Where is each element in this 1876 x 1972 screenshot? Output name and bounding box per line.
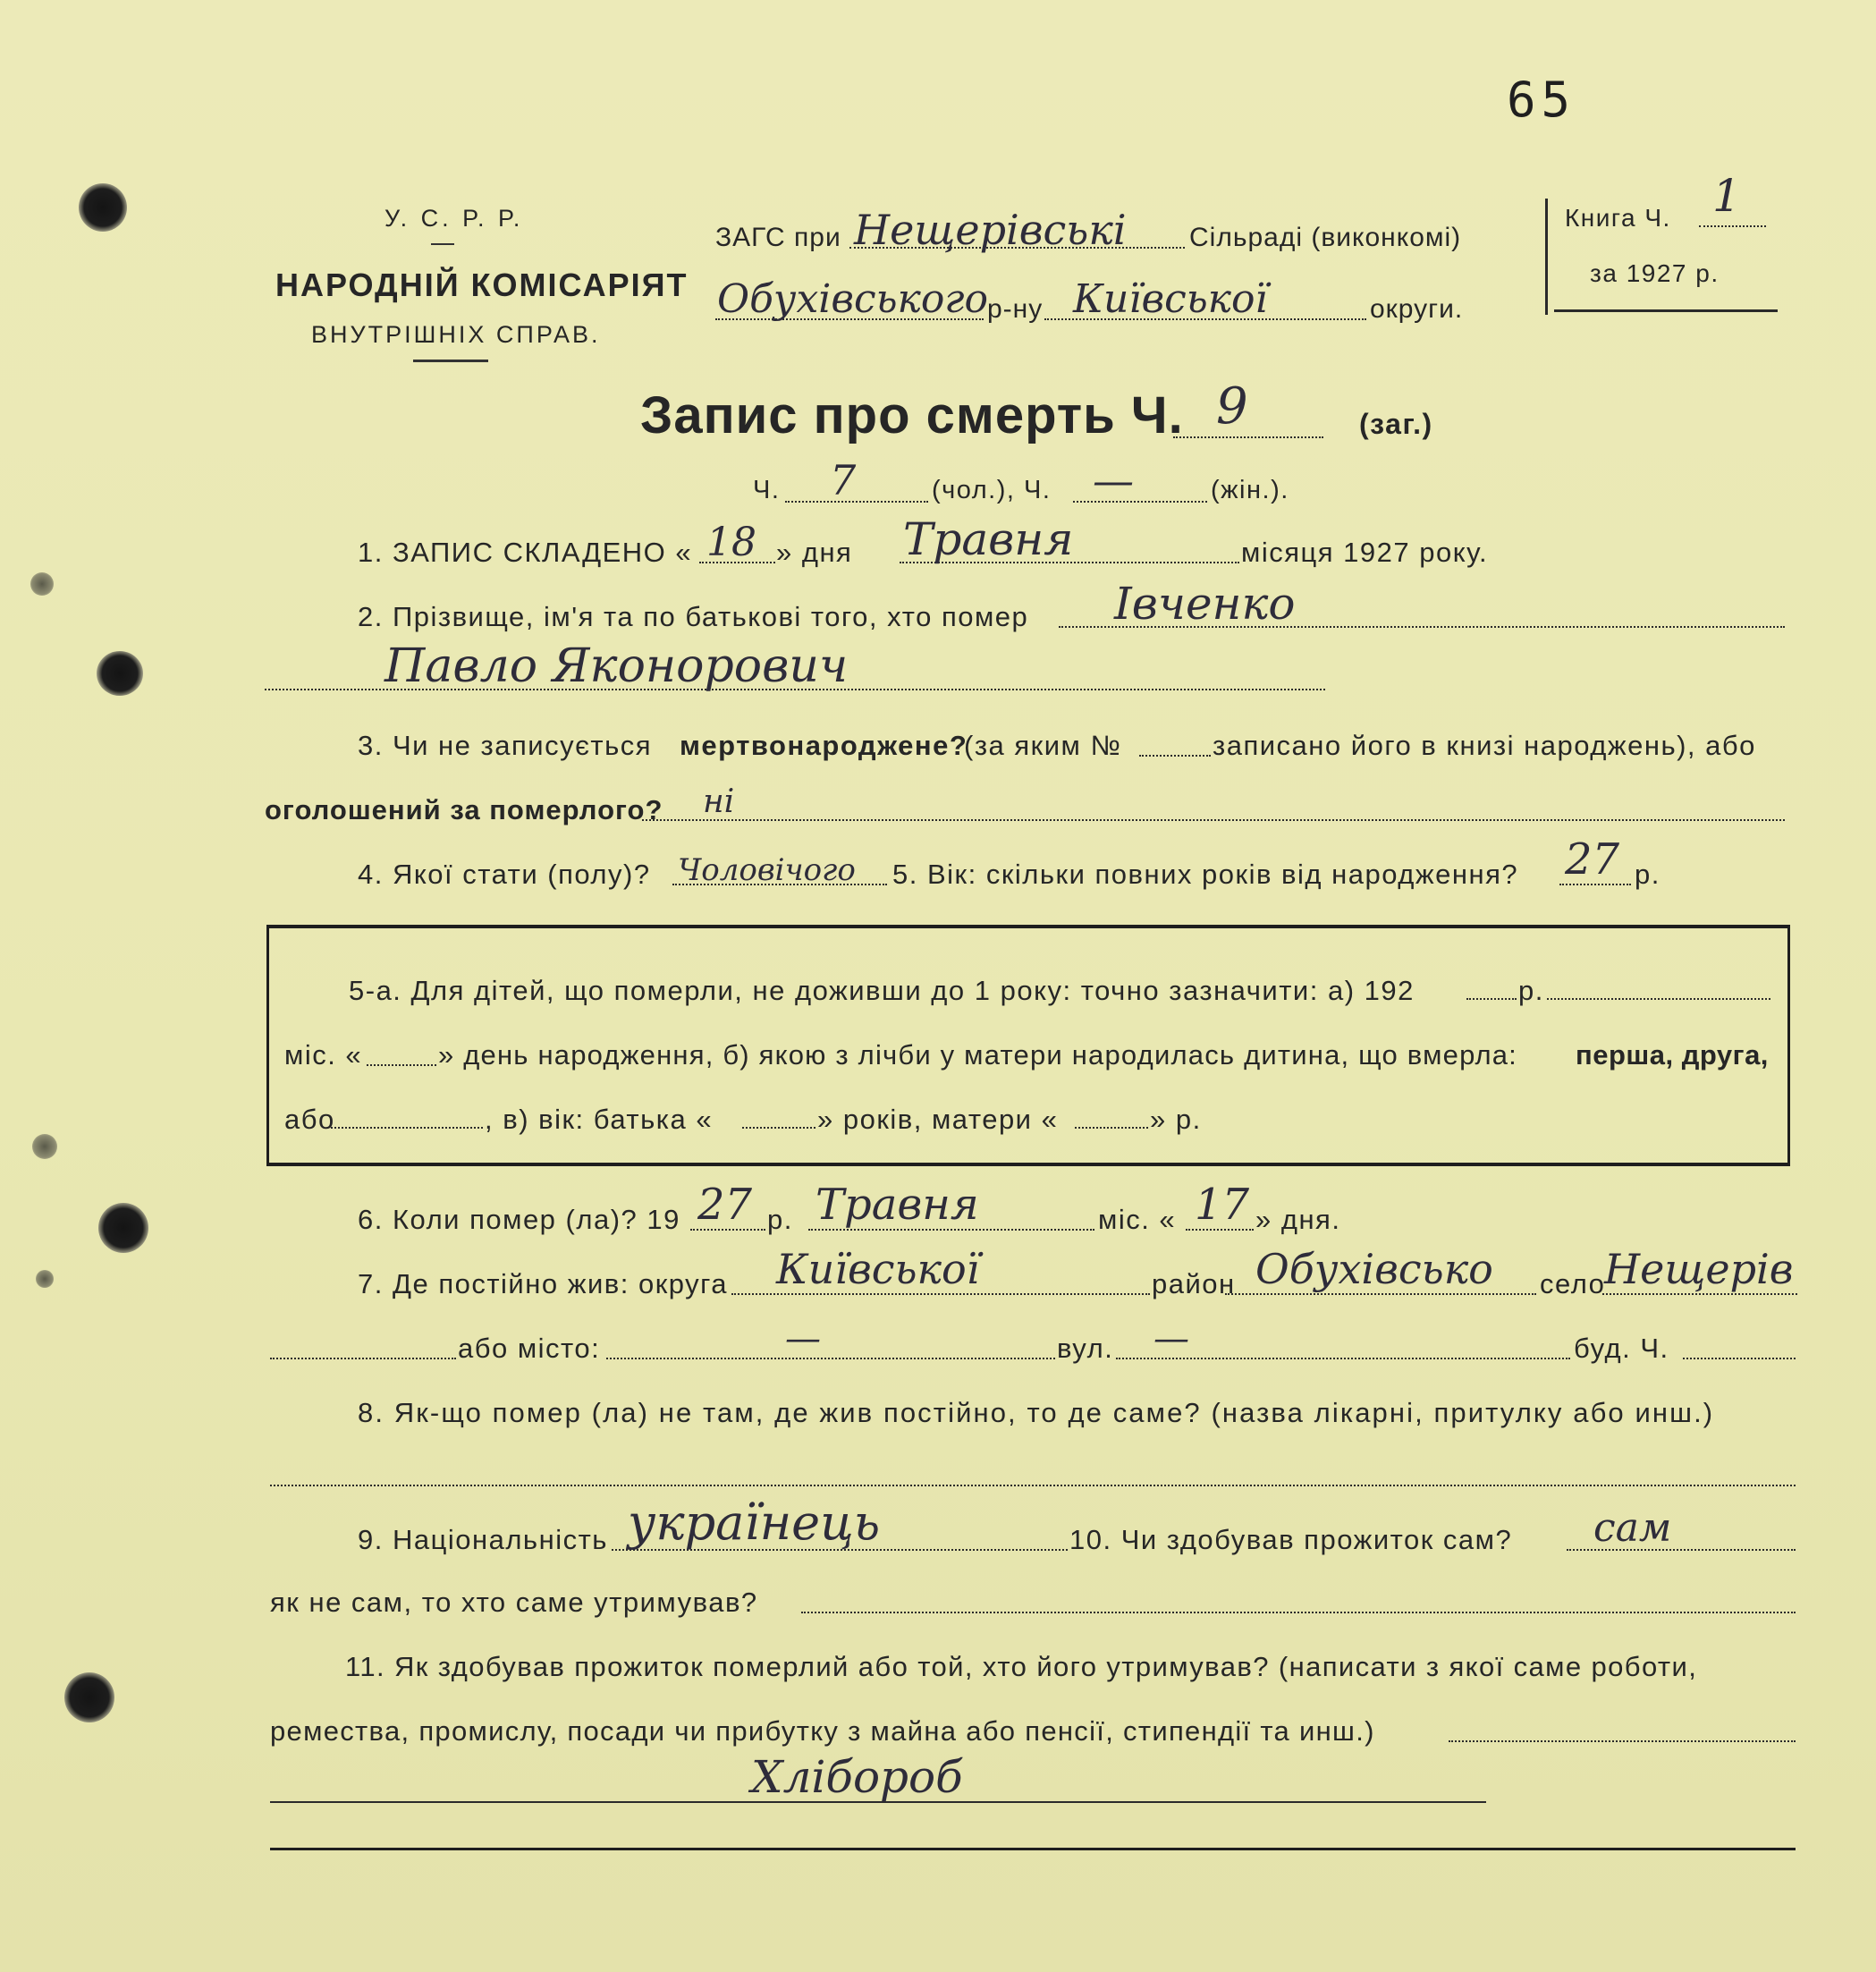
zags-village-value: Нещерівські xyxy=(854,206,1127,254)
ministry-subtitle: ВНУТРІШНІХ СПРАВ. xyxy=(311,321,601,348)
q7-bud-label: буд. Ч. xyxy=(1574,1333,1669,1364)
republic-label: У. С. Р. Р. xyxy=(384,205,524,232)
q9-label: 9. Національність xyxy=(358,1524,608,1555)
q2-surname: Івченко xyxy=(1114,578,1296,630)
q5a-line3c: » років, матери « xyxy=(817,1104,1059,1135)
paper-spot xyxy=(36,1270,54,1288)
q11-value: Хлібороб xyxy=(751,1751,963,1803)
okrug-value: Київської xyxy=(1073,276,1268,322)
divider xyxy=(413,360,488,362)
q1-label: 1. ЗАПИС СКЛАДЕНО « xyxy=(358,537,693,568)
paper-spot xyxy=(32,1134,57,1159)
male-count: 7 xyxy=(830,456,857,504)
q2-name: Павло Яконорович xyxy=(384,639,849,693)
q3-number-line xyxy=(1139,755,1211,757)
record-suffix: (заг.) xyxy=(1359,408,1433,440)
q3-label-b: (за яким № xyxy=(964,730,1122,761)
binder-hole-1 xyxy=(79,183,127,232)
q7-raion-label: район xyxy=(1152,1268,1236,1299)
page-number: 65 xyxy=(1507,72,1576,128)
female-count: — xyxy=(1093,456,1134,504)
q7-raion-line xyxy=(1225,1293,1536,1295)
q5-label: 5. Вік: скільки повних років від народження? xyxy=(892,859,1519,890)
q5a-mother-line xyxy=(1075,1127,1148,1129)
q6-month: Травня xyxy=(815,1180,979,1230)
book-box-border xyxy=(1545,199,1548,315)
q11-line2-fill xyxy=(1449,1740,1796,1742)
q5-unit: р. xyxy=(1635,859,1661,890)
q5a-line1-end: р. xyxy=(1518,975,1544,1006)
binder-hole-4 xyxy=(64,1672,114,1722)
q6-label: 6. Коли помер (ла)? 19 xyxy=(358,1204,680,1235)
q10-line2: як не сам, то хто саме утримував? xyxy=(270,1587,758,1618)
q5a-line3d: » р. xyxy=(1150,1104,1202,1135)
q11-line2: ремества, промислу, посади чи прибутку з майна або пенсії, стипендії та инш.) xyxy=(270,1715,1375,1747)
male-count-label: (чол.), Ч. xyxy=(932,476,1052,504)
q3-label: 3. Чи не записується xyxy=(358,730,653,761)
book-label: Книга Ч. xyxy=(1565,204,1671,232)
q5a-father-line xyxy=(742,1127,815,1129)
ministry-title: НАРОДНІЙ КОМІСАРІЯТ xyxy=(275,267,689,303)
q8-answer-line xyxy=(270,1485,1796,1486)
q8-label: 8. Як-що помер (ла) не там, де жив постійно, то де саме? (назва лікарні, притулку або инш.) xyxy=(358,1397,1715,1428)
q3-stillborn: мертвонароджене? xyxy=(680,730,968,761)
district-value: Обухівського xyxy=(717,276,989,322)
record-number-line xyxy=(1173,436,1323,438)
q10-supporter-line xyxy=(801,1612,1796,1613)
q5a-line1: 5-а. Для дітей, що померли, не доживши до 1 року: точно зазначити: а) 192 xyxy=(349,975,1415,1006)
zags-prefix: ЗАГС при xyxy=(715,223,841,252)
binder-hole-3 xyxy=(98,1203,148,1253)
q7-okrug: Київської xyxy=(776,1245,980,1293)
q5a-line2-bold: перша, друга, xyxy=(1576,1039,1769,1071)
q7-misto-line xyxy=(606,1358,1055,1359)
q3-label-c: записано його в книзі народжень), або xyxy=(1213,730,1756,761)
binder-hole-2 xyxy=(97,651,143,696)
record-number: 9 xyxy=(1216,377,1248,436)
okrug-label: округи. xyxy=(1370,294,1464,324)
q7-selo-line xyxy=(1602,1293,1797,1295)
record-title: Запис про смерть Ч. xyxy=(640,386,1184,444)
q7-vul-label: вул. xyxy=(1057,1333,1114,1364)
q11-line1: 11. Як здобував прожиток померлий або той, хто його утримував? (написати з якої саме роботи, xyxy=(345,1651,1698,1682)
q7-vul: — xyxy=(1153,1318,1189,1359)
q5a-line3a: або xyxy=(284,1104,335,1135)
district-label: р-ну xyxy=(987,294,1044,324)
q5-value: 27 xyxy=(1565,834,1620,884)
q1-month: Травня xyxy=(903,513,1074,565)
book-number-line xyxy=(1699,225,1766,227)
female-count-label: (жін.). xyxy=(1211,476,1289,504)
book-year: за 1927 р. xyxy=(1590,259,1720,287)
q10-label: 10. Чи здобував прожиток сам? xyxy=(1069,1524,1513,1555)
q3-answer: ні xyxy=(703,783,735,820)
q9-value: українець xyxy=(628,1494,881,1551)
q4-label: 4. Якої стати (полу)? xyxy=(358,859,651,890)
q10-value: сам xyxy=(1593,1505,1672,1551)
q5a-order-line xyxy=(331,1127,483,1129)
q5a-year-line xyxy=(1466,998,1517,1000)
q7-misto: — xyxy=(785,1318,821,1359)
q4-value: Чоловічого xyxy=(678,852,856,888)
book-box-border xyxy=(1554,309,1778,312)
q7-misto-label: або місто: xyxy=(458,1333,601,1364)
q6-r: р. xyxy=(767,1204,793,1235)
q1-day: 18 xyxy=(706,520,756,565)
q7-okrug-line xyxy=(731,1293,1150,1295)
q5a-line3b: , в) вік: батька « xyxy=(485,1104,714,1135)
q3-declared: оголошений за померлого? xyxy=(265,794,663,825)
book-number: 1 xyxy=(1712,170,1741,222)
q7-bud-line xyxy=(1683,1358,1796,1359)
q6-mis: міс. « xyxy=(1098,1204,1177,1235)
divider xyxy=(431,243,454,245)
q7-raion: Обухівсько xyxy=(1255,1245,1493,1293)
q1-mid: » дня xyxy=(776,537,853,568)
q3-answer-line xyxy=(642,819,1785,821)
closing-rule xyxy=(270,1848,1796,1850)
q1-end: місяця 1927 року. xyxy=(1241,537,1489,568)
q7-selo-label: село xyxy=(1540,1268,1606,1299)
q6-day: 17 xyxy=(1195,1180,1250,1230)
male-count-line xyxy=(785,501,928,503)
paper-spot xyxy=(30,572,54,596)
q2-label: 2. Прізвище, ім'я та по батькові того, хто помер xyxy=(358,601,1029,632)
zags-suffix: Сільраді (виконкомі) xyxy=(1189,223,1462,252)
q5a-day-line xyxy=(367,1064,436,1066)
q7-label: 7. Де постійно жив: округа xyxy=(358,1268,729,1299)
q5a-month-line xyxy=(1547,998,1770,1000)
q7-selo: Нещерів xyxy=(1604,1245,1794,1293)
q7-prefix-line xyxy=(270,1358,456,1359)
q5a-line2a: міс. « xyxy=(284,1039,363,1071)
q6-year: 27 xyxy=(697,1180,753,1230)
q5a-line2b: » день народження, б) якою з лічби у матери народилась дитина, що вмерла: xyxy=(438,1039,1517,1071)
count-prefix: Ч. xyxy=(753,476,781,504)
q6-end: » дня. xyxy=(1255,1204,1341,1235)
